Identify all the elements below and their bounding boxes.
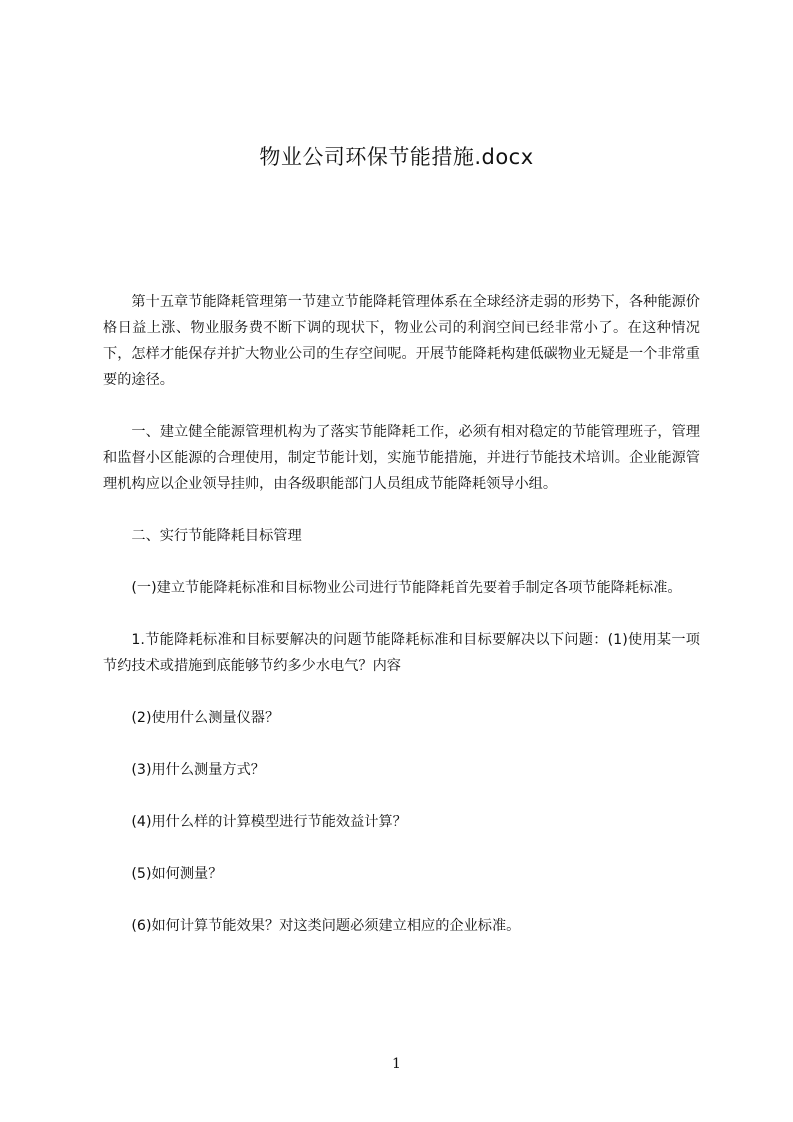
paragraph-item-five: (5)如何测量？	[131, 866, 223, 882]
paragraph-item-six: (6)如何计算节能效果？对这类问题必须建立相应的企业标准。	[131, 918, 521, 934]
paragraph-section-one: 一、建立健全能源管理机构为了落实节能降耗工作，必须有相对稳定的节能管理班子，管理和监督小区能源的合理使用，制定节能计划，实施节能措施，并进行节能技术培训。企业能源管理机构应以企业领导挂帅，由各级职能部门人员组成节能降耗领导小组。	[103, 424, 700, 492]
paragraph-section-two-heading: 二、实行节能降耗目标管理	[131, 528, 302, 544]
paragraph-intro: 第十五章节能降耗管理第一节建立节能降耗管理体系在全球经济走弱的形势下，各种能源价格日益上涨、物业服务费不断下调的现状下，物业公司的利润空间已经非常小了。在这种情况下，怎样才能保存并扩大物业公司的生存空间呢。开展节能降耗构建低碳物业无疑是一个非常重要的途径。	[103, 294, 700, 388]
paragraph-item-two: (2)使用什么测量仪器？	[131, 710, 280, 726]
paragraph-item-three: (3)用什么测量方式？	[131, 762, 265, 778]
paragraph-item-four: (4)用什么样的计算模型进行节能效益计算？	[131, 814, 407, 830]
page-number: 1	[392, 1056, 401, 1072]
paragraph-subsection-one: (一)建立节能降耗标准和目标物业公司进行节能降耗首先要着手制定各项节能降耗标准。	[131, 580, 682, 596]
document-body	[103, 289, 700, 939]
document-title: 物业公司环保节能措施.docx	[259, 145, 534, 169]
paragraph-item-one: 1.节能降耗标准和目标要解决的问题节能降耗标准和目标要解决以下问题：(1)使用某一项节约技术或措施到底能够节约多少水电气？内容	[103, 632, 700, 674]
